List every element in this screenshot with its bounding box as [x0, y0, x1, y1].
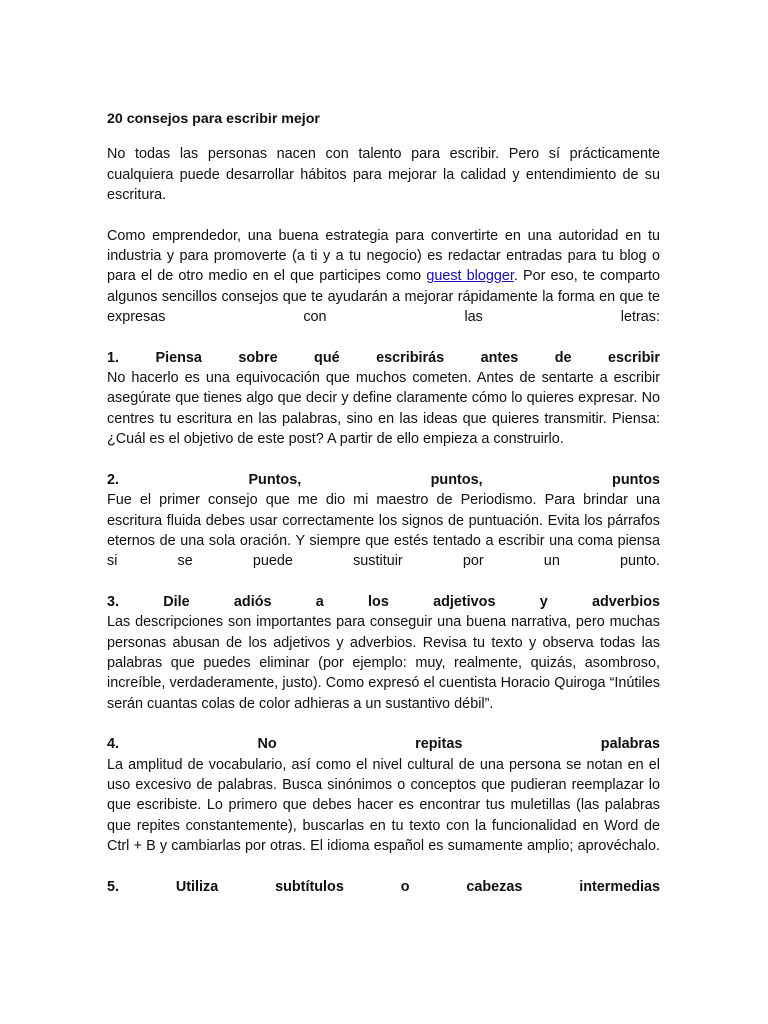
- paragraph-spacer: [107, 206, 660, 226]
- tip-2-heading: 2. Puntos, puntos, puntos: [107, 471, 660, 488]
- paragraph-spacer: [107, 328, 660, 348]
- tip-3-body: Las descripciones son importantes para conseguir una buena narrativa, pero muchas personas abusan de los adjetivos y adverbios. Revisa tu texto y observa todas las palabras que puedes eliminar (por ejemplo: muy, realmente, quizás, asombroso, increíble, verdaderamente, justo). Como expresó el cuentista Horacio Quiroga “Inútiles serán cuantas colas de color adhieras a un sustantivo débil”.: [107, 614, 660, 712]
- guest-blogger-link[interactable]: guest blogger: [426, 268, 514, 285]
- tip-1-body: No hacerlo es una equivocación que muchos cometen. Antes de sentarte a escribir asegúrate que tienes algo que decir y define claramente cómo lo quieres expresar. No centres tu escritura en las palabras, sino en las ideas que quieres transmitir. Piensa: ¿Cuál es el objetivo de este post? A partir de ello empieza a construirlo.: [107, 370, 660, 448]
- paragraph-spacer: [107, 857, 660, 877]
- paragraph-spacer: [107, 450, 660, 470]
- tip-5-heading: 5. Utiliza subtítulos o cabezas intermedias: [107, 878, 660, 895]
- paragraph-spacer: [107, 714, 660, 734]
- intro-paragraph-2-text-b: . Por eso, te comparto algunos sencillos consejos que te ayudarán a mejorar rápidamente la forma en que te expresas con las letras:: [107, 268, 661, 326]
- intro-paragraph-2-text-a: Como emprendedor, una buena estrategia para convertirte en una autoridad en tu industria y para promoverte (a ti y a tu negocio) es redactar entradas para tu blog o para el de otro medio en el que participes como: [107, 227, 660, 285]
- document-page: [107, 109, 660, 897]
- tip-4-body: La amplitud de vocabulario, así como el nivel cultural de una persona se notan en el uso excesivo de palabras. Busca sinónimos o conceptos que pudieran reemplazar lo que escribiste. Lo primero que debes hacer es encontrar tus muletillas (las palabras que repites constantemente), buscarlas en tu texto con la funcionalidad en Word de Ctrl + B y cambiarlas por otras. El idioma español es sumamente amplio; aprovéchalo.: [107, 756, 660, 855]
- tip-2-body: Fue el primer consejo que me dio mi maestro de Periodismo. Para brindar una escritura fluida debes usar correctamente los signos de puntuación. Evita los párrafos eternos de una sola oración. Y siempre que estés tentado a escribir una coma piensa si se puede sustituir por un punto.: [107, 492, 660, 570]
- document-title: 20 consejos para escribir mejor: [107, 111, 320, 127]
- tip-1-heading: 1. Piensa sobre qué escribirás antes de escribir: [107, 349, 660, 366]
- paragraph-spacer: [107, 572, 660, 592]
- tip-4-heading: 4. No repitas palabras: [107, 736, 660, 753]
- intro-paragraph-1: No todas las personas nacen con talento para escribir. Pero sí prácticamente cualquiera puede desarrollar hábitos para mejorar la calidad y entendimiento de su escritura.: [107, 146, 660, 204]
- tip-3-heading: 3. Dile adiós a los adjetivos y adverbios: [107, 593, 660, 610]
- intro-paragraph-2: [107, 226, 660, 328]
